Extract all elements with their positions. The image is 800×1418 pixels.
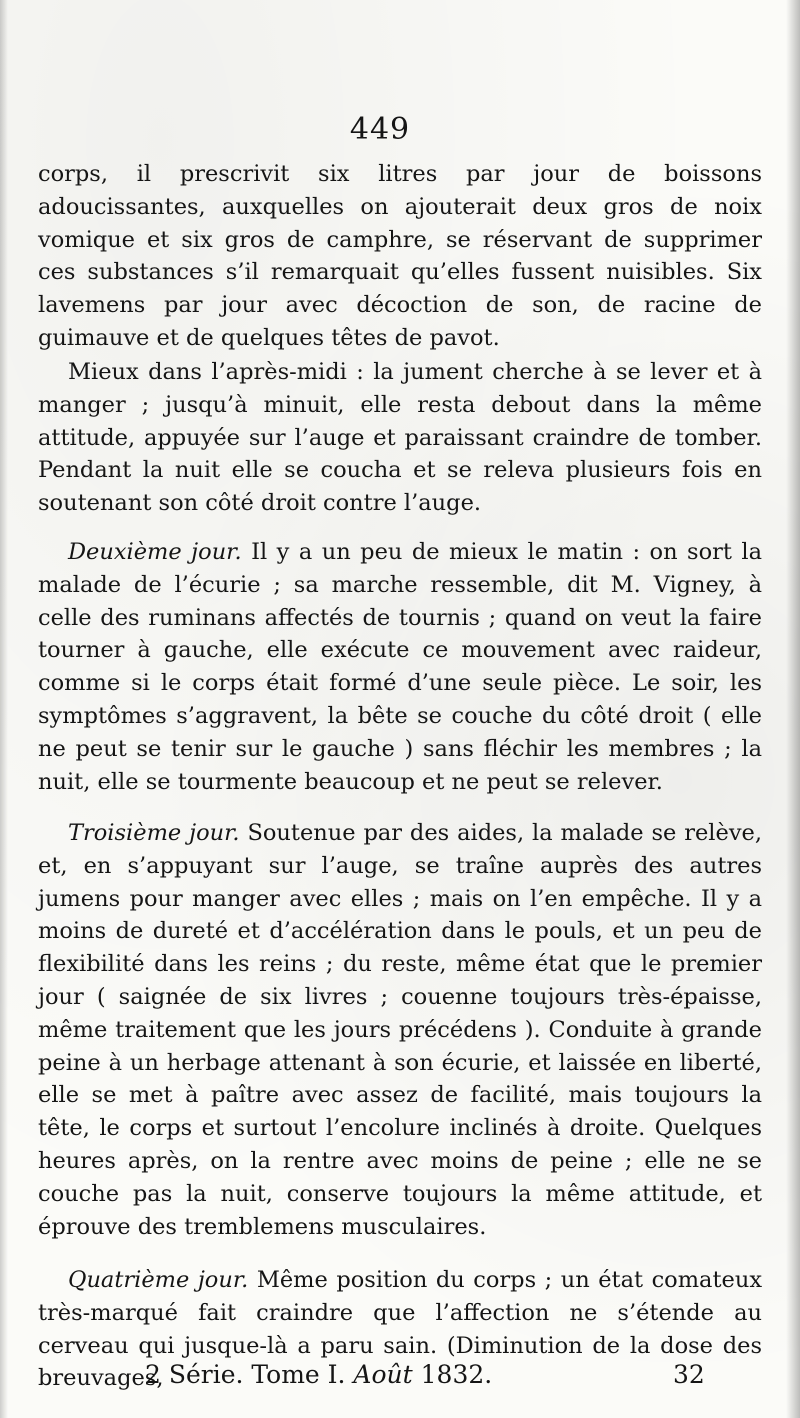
paragraph-text: Il y a un peu de mieux le matin : on sort la malade de l’écurie ; sa marche ressemble, dit M. Vigney, à celle des ruminans affectés de tournis ; quand on veut la faire tourner à gauche, elle exécute ce mouvement avec raideur, comme si le corps était formé d’une seule pièce. Le soir, les symptômes s’aggravent, la bête se couche du côté droit ( elle ne peut se tenir sur le gauche ) sans fléchir les membres ; la nuit, elle se tourmente beaucoup et ne peut se relever.: [38, 539, 762, 795]
paragraph-text: Même position du corps ; un état comateux très-marqué fait craindre que l’affection ne s’étende au cerveau qui jusque-là a paru sain. (Diminution de la dose des breuvages,: [38, 1267, 763, 1392]
signature-prefix: 2 Série. Tome I.: [145, 1360, 346, 1389]
paragraph-lead: Deuxième jour.: [68, 539, 242, 565]
paragraph-text: Soutenue par des aides, la malade se relève, et, en s’appuyant sur l’auge, se traîne auprès des autres jumens pour manger avec elles ; mais on l’en empêche. Il y a moins de dureté et d’accélération dans le pouls, et un peu de flexibilité dans les reins ; du reste, même état que le premier jour ( saignée de six livres ; couenne toujours très-épaisse, même traitement que les jours précédens ). Conduite à grande peine à un herbage attenant à son écurie, et laissée en liberté, elle se met à paître avec assez de facilité, mais toujours la tête, le corps et surtout l’encolure inclinés à droite. Quelques heures après, on la rentre avec moins de peine ; elle ne se couche pas la nuit, conserve toujours la même attitude, et éprouve des tremblemens musculaires.: [38, 820, 762, 1240]
paragraph-day-two: [38, 536, 762, 798]
signature-year: 1832.: [420, 1360, 493, 1389]
signature-mark: [145, 1360, 492, 1389]
page-footer: [0, 1360, 800, 1396]
paragraph-day-three: [38, 817, 762, 1243]
paragraph-body: [38, 536, 762, 798]
paragraph-lead: Quatrième jour.: [68, 1267, 249, 1293]
paragraph-continuation: [38, 158, 762, 355]
paragraph-body: corps, il prescrivit six litres par jour de boissons adoucissantes, auxquelles on ajouterait deux gros de noix vomique et six gros de camphre, se réservant de supprimer ces substances s’il remarquait qu’elles fussent nuisibles. Six lavemens par jour avec décoction de son, de racine de guimauve et de quelques têtes de pavot.: [38, 161, 762, 351]
paragraph-afternoon: [38, 356, 762, 520]
page-number: 449: [349, 112, 411, 147]
paragraph-body: [38, 817, 762, 1243]
page-left-shadow: [0, 0, 8, 1418]
paragraph-body: Mieux dans l’après-midi : la jument cherche à se lever et à manger ; jusqu’à minuit, elle resta debout dans la même attitude, appuyée sur l’auge et paraissant craindre de tomber. Pendant la nuit elle se coucha et se releva plusieurs fois en soutenant son côté droit contre l’auge.: [38, 359, 762, 517]
paragraph-lead: Troisième jour.: [68, 820, 240, 846]
page-right-shadow: [786, 0, 800, 1418]
sheet-number: 32: [673, 1360, 705, 1389]
signature-month: Août: [353, 1360, 413, 1389]
